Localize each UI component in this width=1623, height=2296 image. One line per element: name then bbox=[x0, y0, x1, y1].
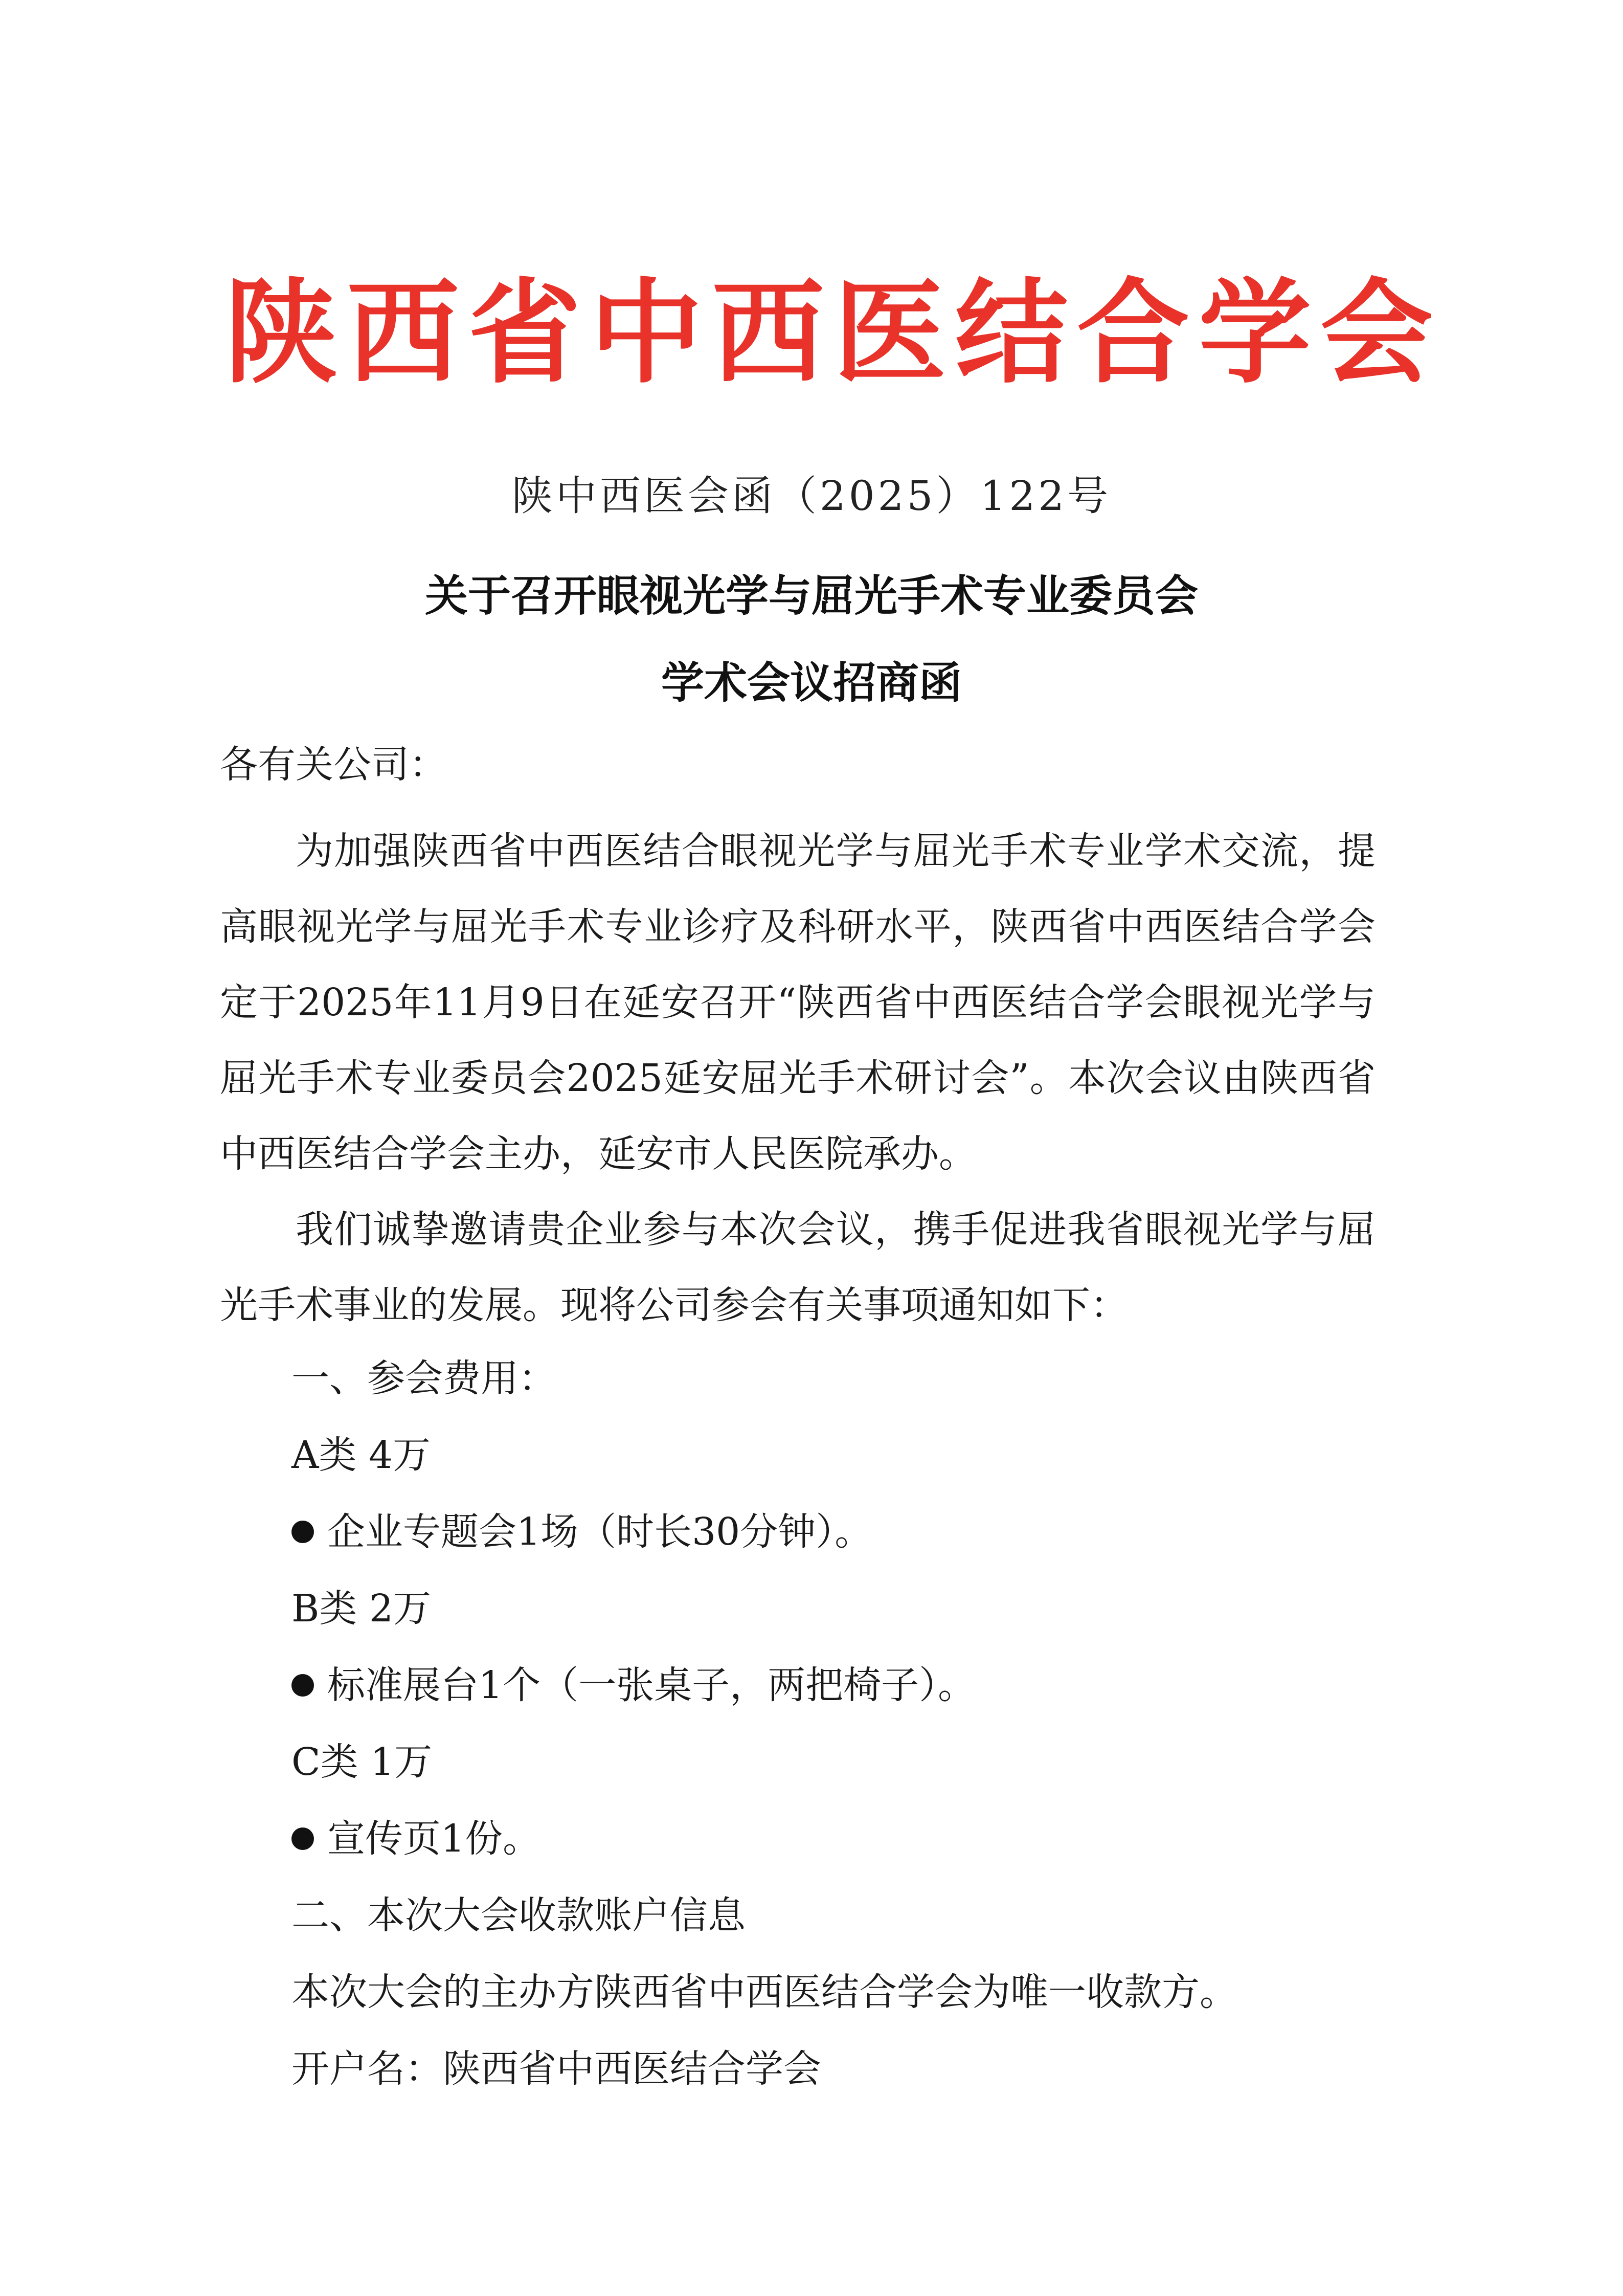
bullet-icon bbox=[291, 1521, 314, 1543]
fee-item-c bbox=[291, 1811, 540, 1867]
bullet-icon bbox=[291, 1827, 314, 1850]
paragraph-invitation: 我们诚挚邀请贵企业参与本次会议，携手促进我省眼视光学与屈光手术事业的发展。现将公司参会有关事项通知如下： bbox=[220, 1208, 1376, 1327]
account-note: 本次大会的主办方陕西省中西医结合学会为唯一收款方。 bbox=[291, 1970, 1237, 2014]
document-title-line2: 学术会议招商函 bbox=[661, 658, 962, 708]
paragraph-introduction: 为加强陕西省中西医结合眼视光学与屈光手术专业学术交流，提高眼视光学与屈光手术专业诊疗及科研水平，陕西省中西医结合学会定于2025年11月9日在延安召开“陕西省中西医结合学会眼视光学与屈光手术专业委员会2025延安屈光手术研讨会”。本次会议由陕西省中西医结合学会主办，延安市人民医院承办。 bbox=[220, 829, 1376, 1176]
account-holder: 开户名：陕西省中西医结合学会 bbox=[291, 2047, 821, 2091]
salutation: 各有关公司： bbox=[220, 743, 447, 787]
fees-heading: 一、参会费用： bbox=[291, 1356, 556, 1400]
fee-category-c: C类 1万 bbox=[291, 1740, 433, 1784]
fee-item-a-text: 企业专题会1场（时长30分钟）。 bbox=[327, 1510, 873, 1554]
fee-item-c-text: 宣传页1份。 bbox=[327, 1817, 541, 1861]
bullet-icon bbox=[291, 1674, 314, 1697]
fee-item-a bbox=[291, 1504, 872, 1560]
account-heading: 二、本次大会收款账户信息 bbox=[291, 1893, 746, 1937]
document-number: 陕中西医会函（2025）122号 bbox=[511, 472, 1112, 520]
fee-item-b-text: 标准展台1个（一张桌子，两把椅子）。 bbox=[327, 1663, 976, 1707]
document-title-line1: 关于召开眼视光学与屈光手术专业委员会 bbox=[424, 571, 1198, 621]
fee-category-b: B类 2万 bbox=[291, 1587, 431, 1631]
organization-letterhead: 陕西省中西医结合学会 bbox=[225, 266, 1442, 398]
fee-category-a: A类 4万 bbox=[291, 1433, 431, 1477]
fee-item-b bbox=[291, 1657, 976, 1713]
